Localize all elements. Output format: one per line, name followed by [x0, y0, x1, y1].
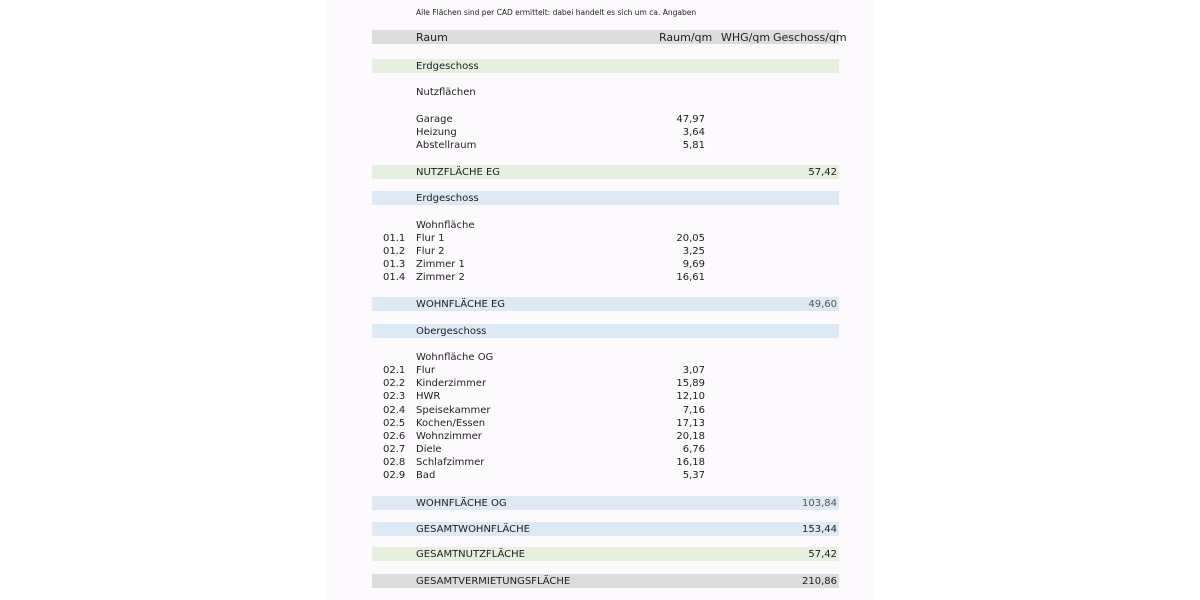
room-area: 47,97: [676, 114, 705, 125]
gesamtvermietungsflaeche-value: 210,86: [802, 576, 837, 587]
group-title: Nutzflächen: [416, 87, 476, 98]
header-geschoss-qm: Geschoss/qm: [773, 31, 847, 44]
room-name: Zimmer 1: [416, 259, 465, 270]
gesamtnutzflaeche-label: GESAMTNUTZFLÄCHE: [416, 549, 525, 560]
room-area: 3,25: [682, 246, 705, 257]
gesamtnutzflaeche-value: 57,42: [808, 549, 837, 560]
gesamtvermietungsflaeche-label: GESAMTVERMIETUNGSFLÄCHE: [416, 576, 571, 587]
total-value: 49,60: [808, 299, 837, 310]
room-name: Heizung: [416, 127, 457, 138]
room-number: 02.9: [383, 470, 406, 481]
room-number: 02.8: [383, 457, 406, 468]
cad-note: Alle Flächen sind per CAD ermittelt: dabei handelt es sich um ca. Angaben: [416, 8, 697, 17]
room-number: 02.7: [383, 444, 406, 455]
room-name: Kinderzimmer: [416, 378, 487, 389]
room-area: 5,81: [682, 140, 705, 151]
section-title: Obergeschoss: [416, 326, 487, 337]
area-calculation-sheet: [326, 0, 874, 600]
room-number: 01.2: [383, 246, 406, 257]
room-area: 5,37: [682, 470, 705, 481]
room-name: HWR: [416, 391, 441, 402]
room-name: Wohnzimmer: [416, 431, 482, 442]
room-name: Kochen/Essen: [416, 418, 486, 429]
header-raum-qm: Raum/qm: [659, 31, 713, 44]
header-whg-qm: WHG/qm: [721, 31, 771, 44]
room-area: 16,61: [676, 272, 705, 283]
room-area: 3,64: [682, 127, 705, 138]
total-label: WOHNFLÄCHE OG: [416, 498, 507, 509]
room-number: 02.3: [383, 391, 406, 402]
section-title: Erdgeschoss: [416, 61, 479, 72]
room-area: 20,05: [676, 233, 705, 244]
room-name: Zimmer 2: [416, 272, 465, 283]
room-area: 16,18: [676, 457, 705, 468]
total-label: WOHNFLÄCHE EG: [416, 299, 506, 310]
total-value: 103,84: [802, 498, 837, 509]
room-area: 12,10: [676, 391, 705, 402]
room-area: 15,89: [676, 378, 705, 389]
total-value: 57,42: [808, 167, 837, 178]
room-area: 20,18: [676, 431, 705, 442]
room-name: Flur: [416, 365, 435, 376]
room-name: Speisekammer: [416, 405, 491, 416]
room-number: 01.3: [383, 259, 406, 270]
room-number: 02.1: [383, 365, 406, 376]
room-number: 02.2: [383, 378, 406, 389]
room-name: Diele: [416, 444, 442, 455]
group-title: Wohnfläche OG: [416, 352, 494, 363]
room-area: 7,16: [682, 405, 705, 416]
section-title: Erdgeschoss: [416, 193, 479, 204]
group-title: Wohnfläche: [416, 220, 475, 231]
gesamtwohnflaeche-value: 153,44: [802, 524, 837, 535]
gesamtwohnflaeche-label: GESAMTWOHNFLÄCHE: [416, 524, 530, 535]
room-area: 6,76: [682, 444, 705, 455]
room-name: Bad: [416, 470, 436, 481]
room-area: 17,13: [676, 418, 705, 429]
room-area: 3,07: [682, 365, 705, 376]
total-label: NUTZFLÄCHE EG: [416, 167, 501, 178]
room-name: Flur 1: [416, 233, 445, 244]
room-number: 02.4: [383, 405, 406, 416]
room-number: 02.6: [383, 431, 406, 442]
room-area: 9,69: [682, 259, 705, 270]
header-raum: Raum: [416, 31, 448, 44]
room-name: Garage: [416, 114, 453, 125]
room-number: 01.1: [383, 233, 406, 244]
room-number: 02.5: [383, 418, 406, 429]
room-name: Schlafzimmer: [416, 457, 485, 468]
room-name: Flur 2: [416, 246, 445, 257]
room-number: 01.4: [383, 272, 406, 283]
room-name: Abstellraum: [416, 140, 477, 151]
